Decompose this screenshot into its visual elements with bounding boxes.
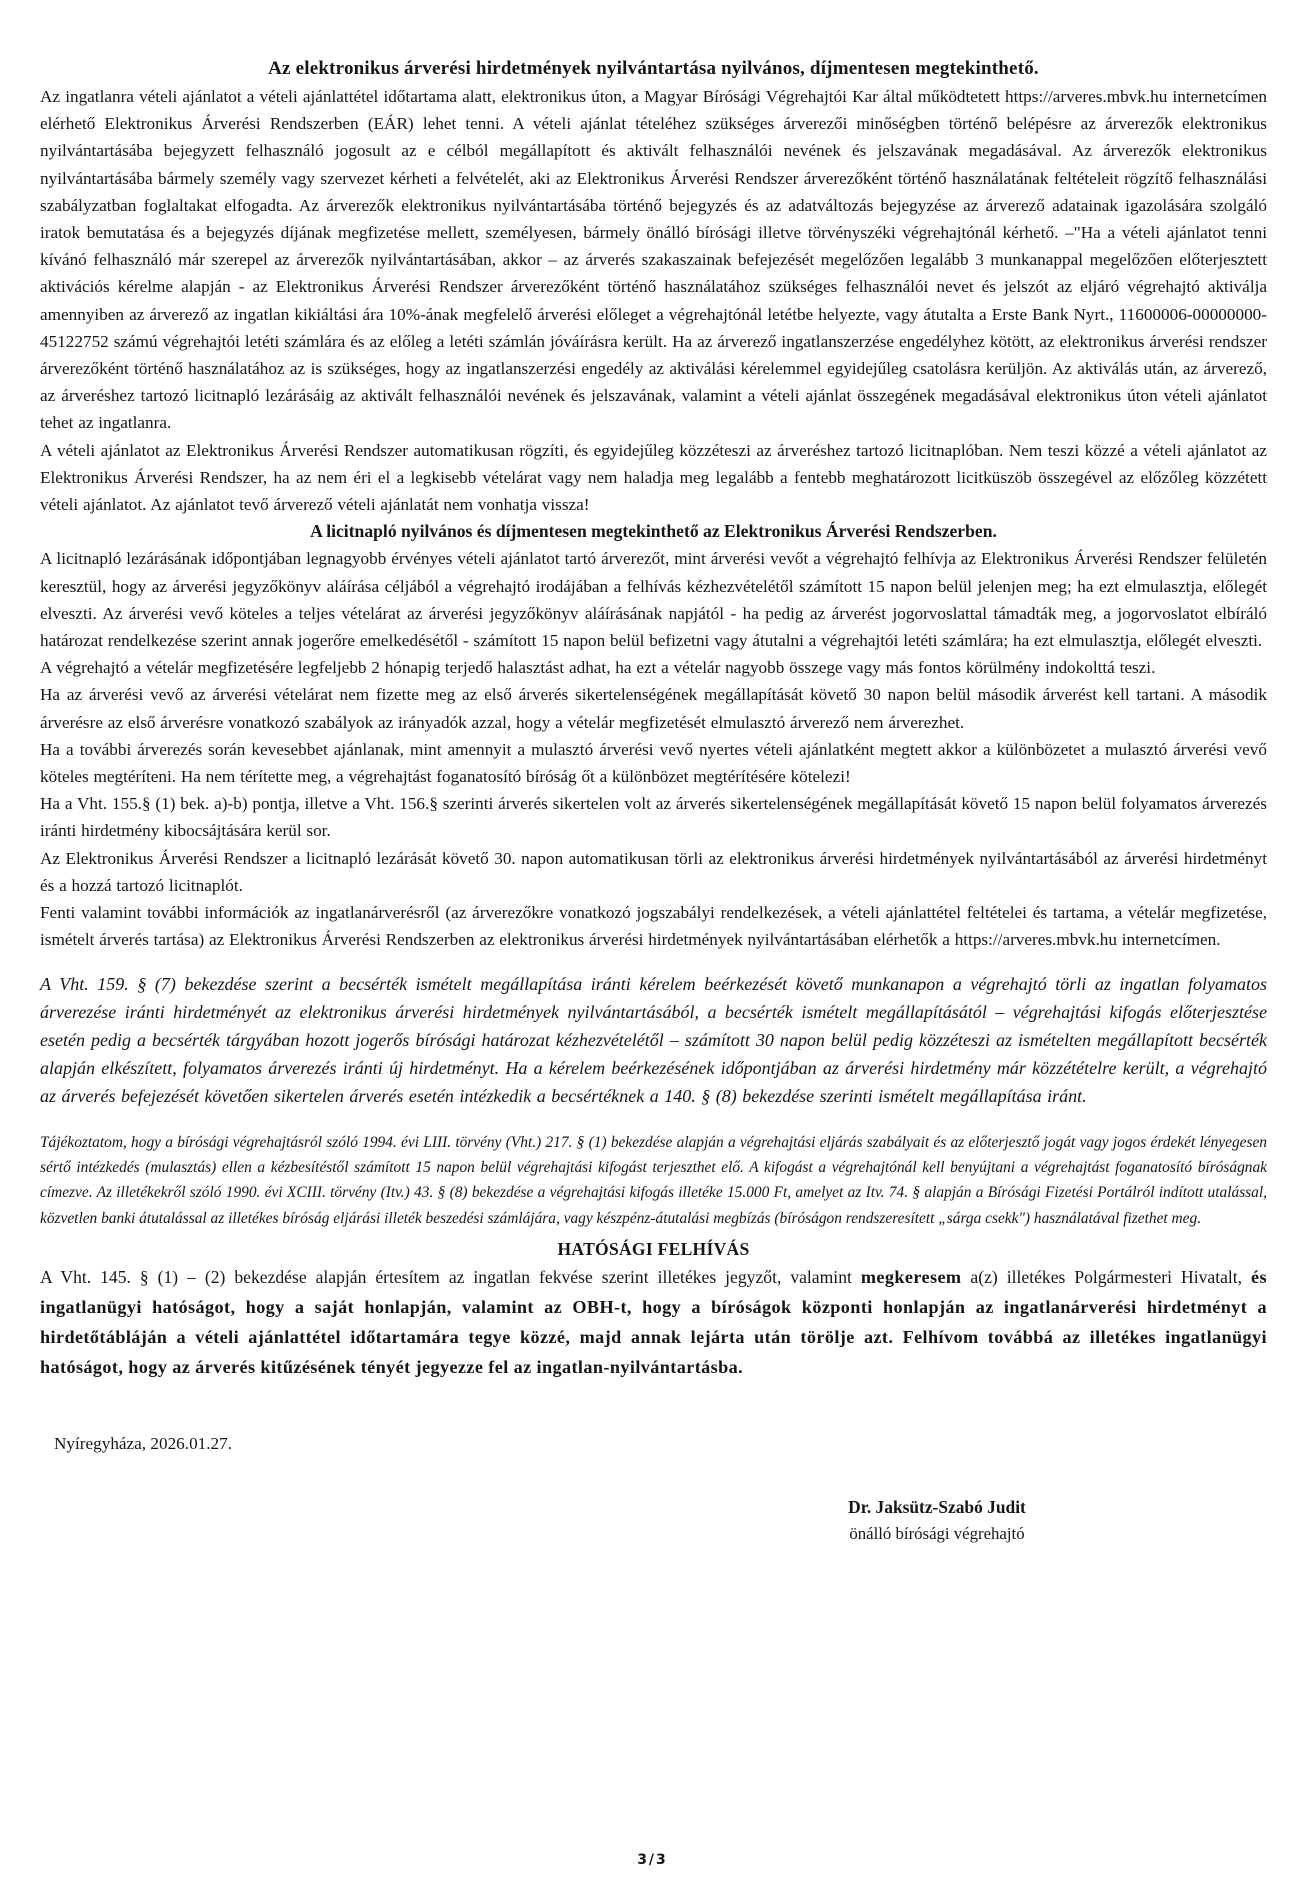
- further-information-paragraph: Fenti valamint további információk az ingatlanárverésről (az árverezőkre vonatkozó jogszabályi rendelkezések, a vételi ajánlattétel feltételei és tartama, a vételár megfizetése, ismételt árverés tartása) az Elektronikus Árverési Rendszerben az elektronikus árverési hirdetmények nyilvántartásában elérhetők a https://arveres.mbvk.hu internetcímen.: [40, 903, 1267, 950]
- legal-note-vht159-paragraph: A Vht. 159. § (7) bekezdése szerint a becsérték ismételt megállapítása iránti kérelem beérkezését követő munkanapon a végrehajtó törli az ingatlan folyamatos árverezése iránti hirdetményét az elektronikus árverési hirdetmények nyilvántartásából, a becsérték ismételt megállapításától – végrehajtási kifogás előterjesztése esetén pedig a becsérték tárgyában hozott jogerős bírósági határozat kézhezvételétől – számított 30 napon belül pedig közzéteszi az ismételten megállapított becsérték alapján elkészített, folyamatos árverezés iránti új hirdetményt. Ha a kérelem beérkezésének időpontjában az árverési hirdetmény már közzétételre került, a végrehajtó az árverés befejezését követően sikertelen árverés esetén intézkedik a becsértéknek a 140. § (8) bekezdése szerinti ismételt megállapítása iránt.: [40, 973, 1267, 1106]
- objection-information-paragraph: Tájékoztatom, hogy a bírósági végrehajtásról szóló 1994. évi LIII. törvény (Vht.) 217. § (1) bekezdése alapján a végrehajtási eljárás szabályait és az előterjesztő jogát vagy jogos érdekét lényegesen sértő intézkedés (mulasztás) ellen a kézbesítéstől számított 15 napon belül végrehajtási kifogást terjeszthet elő. A kifogást a végrehajtónál kell benyújtani a végrehajtást foganatosító bíróságnak címezve. Az illetékekről szóló 1990. évi XCIII. törvény (Itv.) 43. § (8) bekezdése a végrehajtási kifogás illetéke 15.000 Ft, amelyet az Itv. 74. § alapján a Bírósági Fizetési Portálról indított utalással, közvetlen banki átutalással az illetékes bíróság eljárási illeték beszedési számlájára, vagy készpénz-átutalási megbízás (bíróságon rendszeresített „sárga csekk") használatával fizethet meg.: [40, 1133, 1267, 1227]
- page-number: 3/3: [637, 1852, 668, 1868]
- winning-bidder-paragraph: A licitnapló lezárásának időpontjában legnagyobb érvényes vételi ajánlatot tartó árverezőt, mint árverési vevőt a végrehajtó felhívja az Elektronikus Árverési Rendszer felületén keresztül, hogy az árverési jegyzőkönyv aláírása céljából a végrehajtó irodájában a felhívás kézhezvételétől számított 15 napon belül jelenjen meg; ha ezt elmulasztja, előlegét elveszti. Az árverési vevő köteles a teljes vételárat az árverési jegyzőkönyv aláírásának napjától - ha pedig az árverést jogorvoslattal támadták meg, a jogorvoslatot elbíráló határozat rendelkezése szerint annak jogerőre emelkedésétől - számított 15 napon belül befizetni vagy átutalni a végrehajtói letéti számlára; ha ezt elmulasztja, előlegét elveszti.: [40, 549, 1267, 651]
- authority-segment: a(z) illetékes Polgármesteri Hivatalt,: [961, 1267, 1252, 1288]
- authority-notice-heading: HATÓSÁGI FELHÍVÁS: [557, 1239, 750, 1260]
- signer-title: önálló bírósági végrehajtó: [849, 1524, 1025, 1544]
- intro-paragraph: Az ingatlanra vételi ajánlatot a vételi ajánlattétel időtartama alatt, elektronikus úton, a Magyar Bírósági Végrehajtói Kar által működtetett https://arveres.mbvk.hu internetcímen elérhető Elektronikus Árverési Rendszerben (EÁR) lehet tenni. A vételi ajánlat tételéhez szükséges árverezői minőségben történő belépésre az árverezők elektronikus nyilvántartásába bejegyzett felhasználó jogosult az e célból megállapított és aktivált felhasználói nevének és jelszavának megadásával. Az árverezők elektronikus nyilvántartásába bármely személy vagy szervezet kérheti a felvételét, aki az Elektronikus Árverési Rendszer árverezőként történő használatának feltételeit rögzítő felhasználási szabályzatban foglaltakat elfogadta. Az árverezők elektronikus nyilvántartásába történő bejegyzés és az adatváltozás bejegyzése az árverező adatainak igazolására szolgáló iratok bemutatása és a bejegyzés díjának megfizetése mellett, személyesen, bármely önálló bírósági illetve törvényszéki végrehajtónál kérhető. –"Ha a vételi ajánlatot tenni kívánó felhasználó már szerepel az árverezők nyilvántartásában, akkor – az árverés szakaszainak befejezését megelőzően legalább 3 munkanappal megelőzően előterjesztett aktivációs kérelme alapján - az Elektronikus Árverési Rendszer árverezőként történő használatához szükséges felhasználói nevet és jelszót az eljáró végrehajtó aktiválja amennyiben az árverező az ingatlan kikiáltási ára 10%-ának megfelelő árverési előleget a végrehajtónál letétbe helyezte, vagy átutalta a Erste Bank Nyrt., 11600006-00000000-45122752 számú végrehajtói letéti számlára és az előleg a letéti számlán jóváírásra került. Ha az árverező ingatlanszerzése engedélyhez kötött, az elektronikus árverési rendszer árverezőként történő használatához az is szükséges, hogy az ingatlanszerzési engedély az aktiválási kérelemmel egyidejűleg csatolásra kerüljön. Az aktiválás után, az árverező, az árveréshez tartozó licitnapló lezárásáig az aktivált felhasználói nevének és jelszavának, valamint a vételi ajánlat összegének megadásával elektronikus úton vételi ajánlatot tehet az ingatlanra.: [40, 87, 1267, 433]
- authority-segment-bold: és ingatlanügyi hatóságot, hogy a saját honlapján, valamint az OBH-t, hogy a bíróságok központi honlapján az ingatlanárverési hirdetményt a hirdetőtábláján a vételi ajánlattétel időtartamára tegye közzé, majd annak lejárta után törölje azt. Felhívom továbbá az illetékes ingatlanügyi hatóságot, hogy az árverés kitűzésének tényét jegyezze fel az ingatlan-nyilvántartásba.: [40, 1267, 1267, 1378]
- authority-segment: A Vht. 145. § (1) – (2) bekezdése alapján értesítem az ingatlan fekvése szerint illetékes jegyzőt, valamint: [40, 1267, 861, 1288]
- registry-deletion-paragraph: Az Elektronikus Árverési Rendszer a licitnapló lezárását követő 30. napon automatikusan törli az elektronikus árverési hirdetmények nyilvántartásából az árverési hirdetményt és a hozzá tartozó licitnaplót.: [40, 848, 1267, 895]
- document-title: Az elektronikus árverési hirdetmények nyilvántartása nyilvános, díjmentesen megtekinthető.: [268, 58, 1039, 79]
- bid-log-subtitle: A licitnapló nyilvános és díjmentesen megtekinthető az Elektronikus Árverési Rendszerben.: [310, 521, 997, 542]
- authority-segment-bold: megkeresem: [860, 1267, 962, 1288]
- bid-recording-paragraph: A vételi ajánlatot az Elektronikus Árverési Rendszer automatikusan rögzíti, és egyidejűleg közzéteszi az árveréshez tartozó licitnaplóban. Nem teszi közzé a vételi ajánlatot az Elektronikus Árverési Rendszer, ha az nem éri el a legkisebb vételárat vagy nem haladja meg legalább a fentebb meghatározott licitküszöb összegével az előzőleg közzétett vételi ajánlatot. Az ajánlatot tevő árverező vételi ajánlatát nem vonhatja vissza!: [40, 440, 1267, 515]
- payment-deferral-paragraph: A végrehajtó a vételár megfizetésére legfeljebb 2 hónapig terjedő halasztást adhat, ha ezt a vételár nagyobb összege vagy más fontos körülmény indokolttá teszi.: [40, 658, 1156, 678]
- difference-liability-paragraph: Ha a további árverezés során kevesebbet ajánlanak, mint amennyit a mulasztó árverési vevő nyertes vételi ajánlatként megtett akkor a különbözetet a mulasztó árverési vevő köteles megtéríteni. Ha nem térítette meg, a végrehajtást foganatosító bíróság őt a különbözet megtérítésére kötelezi!: [40, 739, 1267, 787]
- date-line: Nyíregyháza, 2026.01.27.: [54, 1434, 233, 1454]
- continuous-auction-paragraph: Ha a Vht. 155.§ (1) bek. a)-b) pontja, illetve a Vht. 156.§ szerinti árverés sikertelen volt az árverés sikertelenségének megállapítását követő 15 napon belül folyamatos árverezés iránti hirdetmény kibocsájtására kerül sor.: [40, 794, 1267, 841]
- signature-block: [757, 1494, 1117, 1547]
- second-auction-paragraph: Ha az árverési vevő az árverési vételárat nem fizette meg az első árverés sikertelenségének megállapítását követő 30 napon belül második árverést kell tartani. A második árverésre az első árverésre vonatkozó szabályok az irányadók azzal, hogy a vételár megfizetését elmulasztó árverező nem árverezhet.: [40, 685, 1267, 732]
- signer-name: Dr. Jaksütz-Szabó Judit: [848, 1497, 1026, 1518]
- authority-notice-paragraph: [40, 1262, 1267, 1382]
